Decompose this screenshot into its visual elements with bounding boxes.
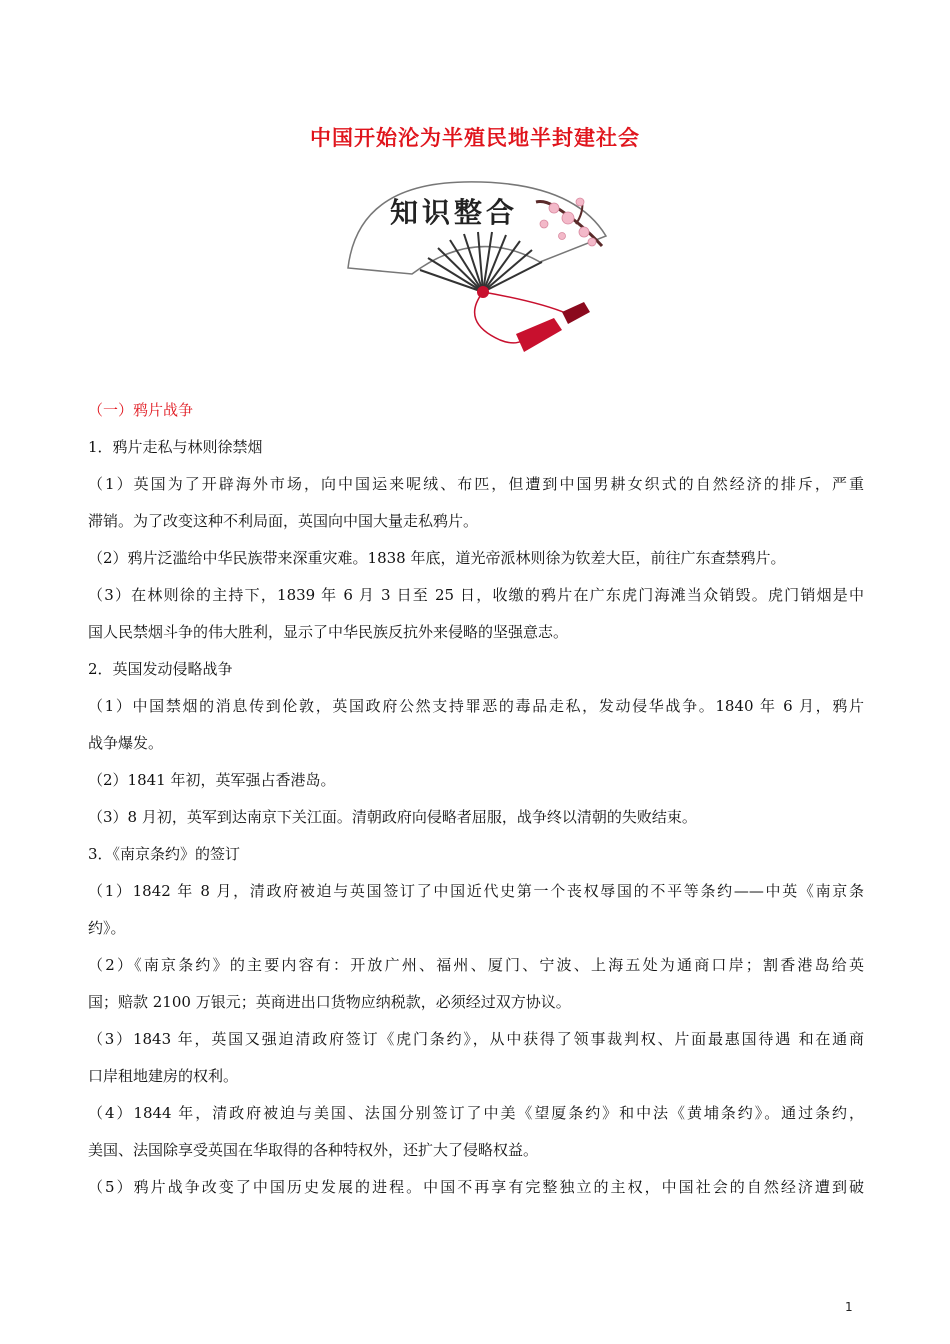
paragraph-line: （4）1844 年，清政府被迫与美国、法国分别签订了中美《望厦条约》和中法《黄埔条约》。通过条约， (88, 1104, 864, 1122)
paragraph-line: （1）英国为了开辟海外市场，向中国运来呢绒、布匹，但遭到中国男耕女织式的自然经济的排斥，严重 (88, 475, 864, 493)
paragraph-line: 美国、法国除享受英国在华取得的各种特权外，还扩大了侵略权益。 (88, 1141, 539, 1159)
paragraph-line: 战争爆发。 (88, 734, 164, 752)
paragraph-line: 滞销。为了改变这种不利局面，英国向中国大量走私鸦片。 (88, 512, 479, 530)
paragraph-line: （5）鸦片战争改变了中国历史发展的进程。中国不再享有完整独立的主权，中国社会的自然经济遭到破 (88, 1178, 864, 1196)
paragraph-line: 国人民禁烟斗争的伟大胜利，显示了中华民族反抗外来侵略的坚强意志。 (88, 623, 569, 641)
paragraph-line: 国；赔款 2100 万银元；英商进出口货物应纳税款，必须经过双方协议。 (88, 993, 571, 1011)
subheading: 3．《南京条约》的签订 (88, 845, 241, 863)
subheading: 2．英国发动侵略战争 (88, 660, 233, 678)
banner-text: 知识整合 (390, 196, 519, 229)
paragraph-line: （1）1842 年 8 月，清政府被迫与英国签订了中国近代史第一个丧权辱国的不平等条约——中英《南京条 (88, 882, 864, 900)
paragraph-line: （2）《南京条约》的主要内容有：开放广州、福州、厦门、宁波、上海五处为通商口岸；割香港岛给英 (88, 956, 864, 974)
section-heading: （一）鸦片战争 (88, 401, 194, 419)
paragraph-line: （3）8 月初，英军到达南京下关江面。清朝政府向侵略者屈服，战争终以清朝的失败结束。 (88, 808, 697, 826)
paragraph-line: 口岸租地建房的权利。 (88, 1067, 239, 1085)
content-body (88, 392, 864, 1206)
paragraph-line: （3）1843 年，英国又强迫清政府签订《虎门条约》，从中获得了领事裁判权、片面最惠国待遇 和在通商 (88, 1030, 864, 1048)
paragraph-line: （3）在林则徐的主持下，1839 年 6 月 3 日至 25 日，收缴的鸦片在广东虎门海滩当众销毁。虎门销烟是中 (88, 586, 864, 604)
fan-banner-illustration (340, 162, 612, 362)
page-number: 1 (845, 1300, 853, 1314)
paragraph-line: （2）鸦片泛滥给中华民族带来深重灾难。1838 年底，道光帝派林则徐为钦差大臣，前往广东查禁鸦片。 (88, 549, 786, 567)
subheading: 1．鸦片走私与林则徐禁烟 (88, 438, 263, 456)
paragraph-line: 约》。 (88, 919, 126, 937)
paragraph-line: （1）中国禁烟的消息传到伦敦，英国政府公然支持罪恶的毒品走私，发动侵华战争。1840 年 6 月，鸦片 (88, 697, 864, 715)
page-title: 中国开始沦为半殖民地半封建社会 (310, 126, 640, 150)
paragraph-line: （2）1841 年初，英军强占香港岛。 (88, 771, 336, 789)
